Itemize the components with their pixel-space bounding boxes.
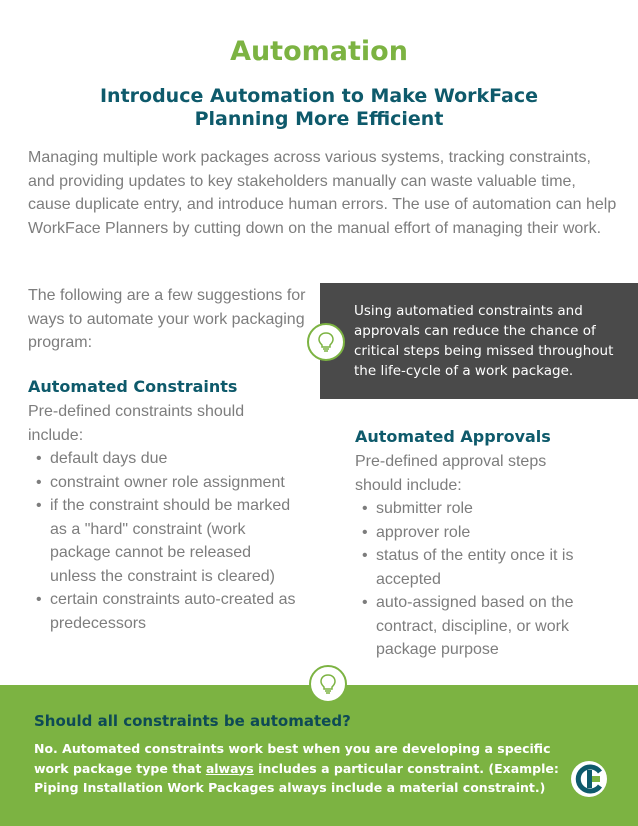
approvals-lead: Pre-defined approval steps should include: [355,453,547,494]
constraints-heading: Automated Constraints [28,377,238,396]
list-item: • approver role [362,521,592,545]
page-subtitle [60,85,578,131]
list-item: • constraint owner role assignment [36,471,298,495]
faq-question: Should all constraints be automated? [34,712,351,730]
list-item: • certain constraints auto-created as predecessors [36,588,298,635]
lightbulb-icon-graphic [318,673,338,695]
faq-answer-start: No. Automated constraints work best when you are developing a specific work package type that [34,741,551,776]
faq-answer-end: includes a particular constraint. (Example: Piping Installation Work Packages always include a material constraint.) [34,760,559,795]
list-item: • if the constraint should be marked as a "hard" constraint (work package cannot be released unless the constraint is cleared) [36,494,298,588]
list-item: • default days due [36,447,298,471]
faq-answer [34,739,564,798]
page-title: Automation [230,36,408,67]
faq-box [0,685,638,826]
lightbulb-icon [307,323,345,361]
suggestions-paragraph: The following are a few suggestions for ways to automate your work packaging program: [28,287,306,351]
lightbulb-icon [309,665,347,703]
subtitle-line-1: Introduce Automation to Make WorkFace [99,85,539,107]
list-item: • auto-assigned based on the contract, discipline, or work package purpose [362,591,592,662]
intro-paragraph: Managing multiple work packages across various systems, tracking constraints, and providing updates to key stakeholders manually can waste valuable time, cause duplicate entry, and introduce human errors. The use of automation can help WorkFace Planners by cutting down on the manual effort of managing their work. [28,149,617,237]
callout-text: Using automatied constraints and approvals can reduce the chance of critical steps being missed throughout the life-cycle of a work package. [354,303,614,379]
list-item: • status of the entity once it is accepted [362,544,592,591]
list-item: • submitter role [362,497,592,521]
company-logo [570,760,608,798]
lightbulb-icon-graphic [316,331,336,353]
approvals-list [362,497,592,662]
subtitle-line-2: Planning More Efficient [194,108,444,130]
approvals-heading: Automated Approvals [355,427,551,446]
callout-box [320,283,638,399]
constraints-list [36,447,298,635]
constraints-lead: Pre-defined constraints should include: [28,403,245,444]
faq-answer-emphasis: always [205,760,254,776]
